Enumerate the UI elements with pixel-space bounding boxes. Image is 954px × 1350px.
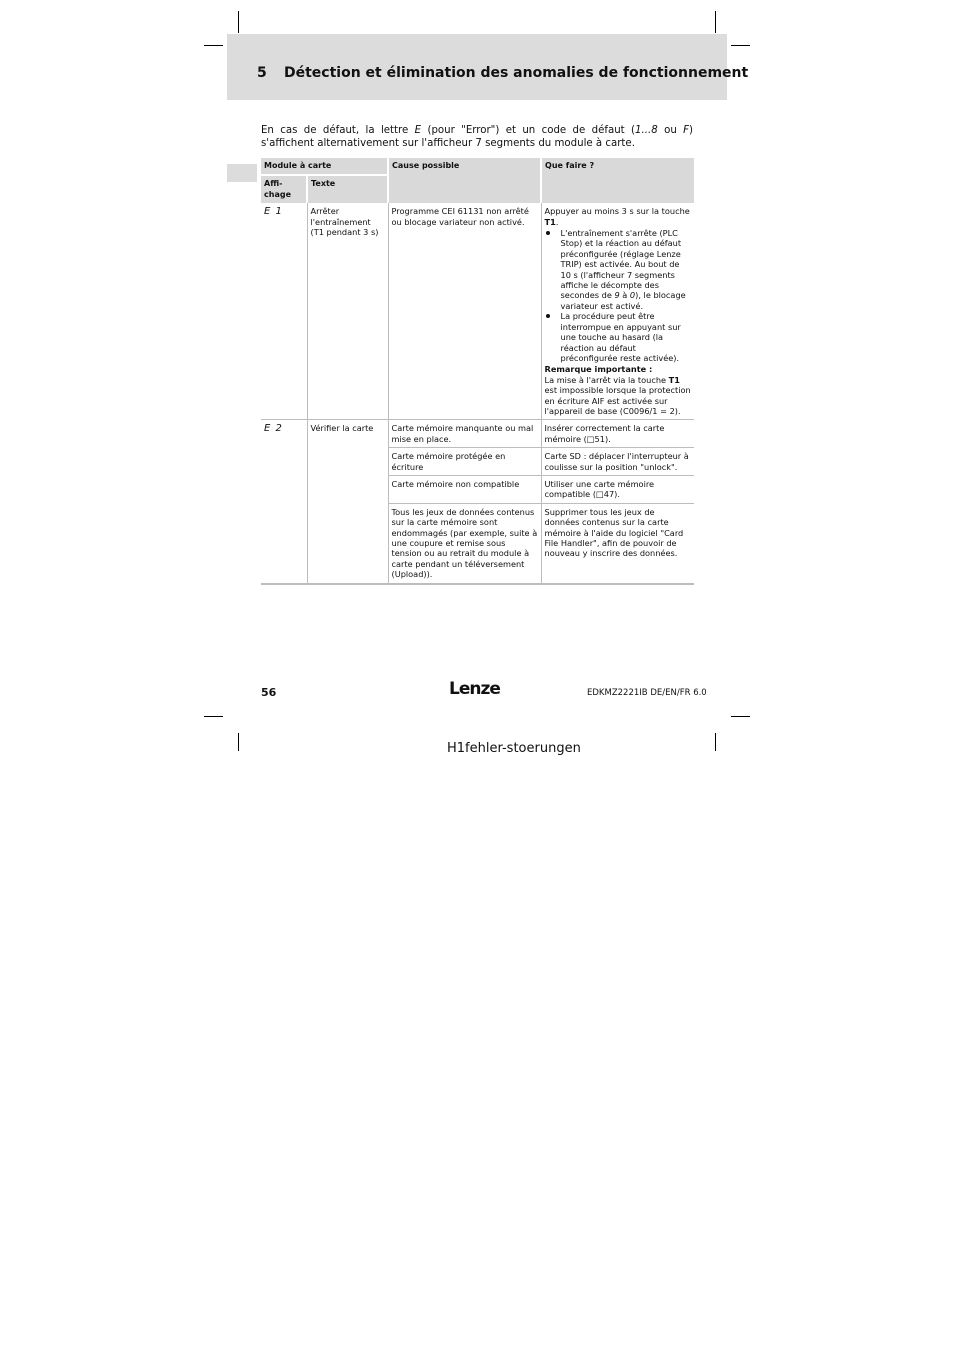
page-label: H1fehler-stoerungen xyxy=(447,741,581,756)
action-cell: Supprimer tous les jeux de données contenus sur la carte mémoire à l'aide du logiciel "Card File Handler", afin de pouvoir de nouveau y inscrire des données. xyxy=(541,503,694,583)
key-t1: T1 xyxy=(668,374,680,385)
intro-letter-f: F xyxy=(683,125,690,136)
document-reference: EDKMZ2221IB DE/EN/FR 6.0 xyxy=(587,688,707,698)
header-cause: Cause possible xyxy=(388,158,541,203)
display-code xyxy=(261,203,307,420)
bullet-text: ), le blocage variateur est activé. xyxy=(560,290,686,311)
action-intro xyxy=(545,206,692,227)
intro-text: ou xyxy=(657,125,684,136)
action-cell xyxy=(541,203,694,420)
intro-text: ) s'affichent alternativement sur l'afficheur 7 segments du module à carte. xyxy=(261,125,694,149)
display-text: Arrêter l'entraînement (T1 pendant 3 s) xyxy=(307,203,388,420)
countdown-to: 0 xyxy=(629,290,636,301)
chapter-tab-marker xyxy=(227,164,257,182)
list-item: La procédure peut être interrompue en appuyant sur une touche au hasard (la réaction au défaut préconfigurée reste activée). xyxy=(561,311,692,363)
crop-mark xyxy=(715,11,716,33)
fault-table xyxy=(261,158,694,585)
section-title: Détection et élimination des anomalies de fonctionnement xyxy=(284,65,749,81)
intro-text: En cas de défaut, la lettre xyxy=(261,125,415,136)
note-title: Remarque importante : xyxy=(544,364,653,375)
header-action: Que faire ? xyxy=(541,158,694,203)
action-text: Appuyer au moins 3 s sur la touche xyxy=(544,206,690,217)
crop-mark xyxy=(204,45,223,46)
crop-mark xyxy=(238,11,239,33)
action-bullets xyxy=(545,228,692,363)
lenze-logo: Lenze xyxy=(449,679,500,699)
action-cell: Insérer correctement la carte mémoire (□51). xyxy=(541,420,694,448)
bullet-text: L'entraînement s'arrête (PLC Stop) et la réaction au défaut préconfigurée (réglage Lenze TRIP) est activée. Au bout de 10 s (l'afficheur 7 segments affiche le décompte des secondes de xyxy=(560,228,682,301)
list-item xyxy=(561,228,692,311)
cause-cell: Carte mémoire non compatible xyxy=(388,475,541,503)
action-text: . xyxy=(555,216,559,227)
note-body: est impossible lorsque la protection en écriture AIF est activée sur l'appareil de base (C0096/1 = 2). xyxy=(544,385,691,416)
intro-letter-e: E xyxy=(414,125,422,136)
cause-cell: Carte mémoire protégée en écriture xyxy=(388,448,541,476)
table-row xyxy=(261,203,694,420)
intro-paragraph xyxy=(261,124,693,150)
section-number: 5 xyxy=(257,65,267,81)
action-cell: Utiliser une carte mémoire compatible (□47). xyxy=(541,475,694,503)
header-module: Module à carte xyxy=(261,158,388,175)
display-code xyxy=(261,420,307,584)
action-cell: Carte SD : déplacer l'interrupteur à coulisse sur la position "unlock". xyxy=(541,448,694,476)
intro-text: (pour "Error") et un code de défaut ( xyxy=(421,125,636,136)
section-header xyxy=(227,34,749,100)
cause-cell: Carte mémoire manquante ou mal mise en place. xyxy=(388,420,541,448)
display-code-e2: E 2 xyxy=(264,423,283,435)
page-number: 56 xyxy=(261,686,277,699)
display-text: Vérifier la carte xyxy=(307,420,388,584)
bullet-text: à xyxy=(619,290,630,301)
table-row xyxy=(261,420,694,448)
header-display: Affi- chage xyxy=(261,175,307,203)
intro-code-range: 1...8 xyxy=(635,125,658,136)
cause-cell: Tous les jeux de données contenus sur la carte mémoire sont endommagés (par exemple, suite à une coupure et remise sous tension ou au retrait du module à carte pendant un téléversement (Upload)). xyxy=(388,503,541,583)
cause-cell: Programme CEI 61131 non arrêté ou blocage variateur non activé. xyxy=(388,203,541,420)
header-text: Texte xyxy=(307,175,388,203)
note-text xyxy=(545,375,692,417)
crop-mark xyxy=(238,733,239,751)
crop-mark xyxy=(731,716,750,717)
crop-mark xyxy=(204,716,223,717)
countdown-from: 9 xyxy=(614,290,620,301)
crop-mark xyxy=(715,733,716,751)
crop-mark xyxy=(731,45,750,46)
key-t1: T1 xyxy=(544,216,556,227)
display-code-e1: E 1 xyxy=(264,206,283,218)
note-body: La mise à l'arrêt via la touche xyxy=(544,374,669,385)
